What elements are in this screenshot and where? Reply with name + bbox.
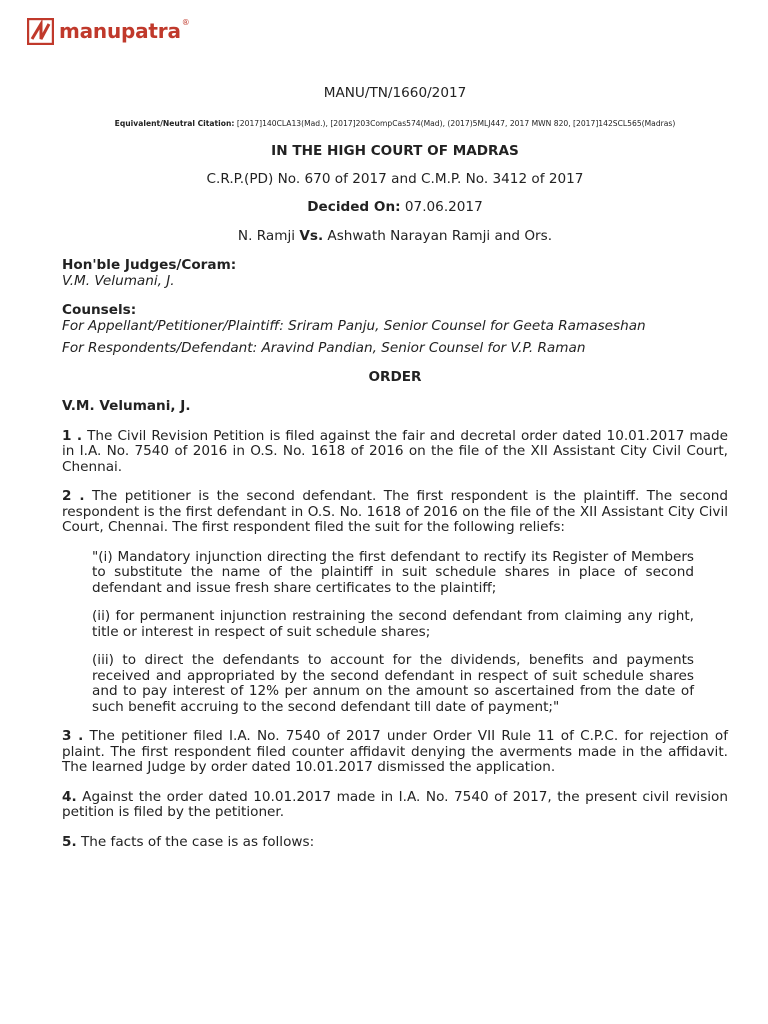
paragraph-number: 2 . (62, 488, 85, 504)
logo-text: manupatra (59, 19, 181, 43)
paragraph-1 (62, 429, 728, 476)
relief-quote-3: (iii) to direct the defendants to account for the dividends, benefits and payments received and appropriated by the second defendant in respect of suit schedule shares and to pay interest of 12% per annum on the amount so ascertained from the date of such benefit accruing to the second defendant till date of payment;" (92, 652, 694, 715)
paragraph-text: The petitioner is the second defendant. The first respondent is the plaintiff. The second respondent is the first defendant in O.S. No. 1618 of 2016 on the file of the XII Assistant City Civil Court, Chennai. The first respondent filed the suit for the following reliefs: (62, 488, 729, 535)
relief-quote-2: (ii) for permanent injunction restraining the second defendant from claiming any right, title or interest in respect of suit schedule shares; (92, 608, 694, 640)
paragraph-text: The facts of the case is as follows: (76, 833, 315, 850)
manu-citation-id: MANU/TN/1660/2017 (323, 85, 467, 101)
relief-quote-1: "(i) Mandatory injunction directing the first defendant to rectify its Register of Members to substitute the name of the plaintiff in suit schedule shares in place of second defendant and issue fresh share certificates to the plaintiff; (92, 548, 694, 596)
counsel-appellant: For Appellant/Petitioner/Plaintiff: Sriram Panju, Senior Counsel for Geeta Ramaseshan (62, 317, 646, 334)
versus-label: Vs. (299, 227, 324, 244)
order-heading: ORDER (368, 368, 422, 385)
court-name: IN THE HIGH COURT OF MADRAS (271, 143, 519, 159)
coram-value: V.M. Velumani, J. (62, 272, 175, 289)
equivalent-citation (62, 116, 728, 132)
paragraph-5 (62, 835, 728, 851)
manupatra-logo-icon (27, 18, 54, 45)
decided-label: Decided On: (307, 199, 401, 215)
party-respondent: Ashwath Narayan Ramji and Ors. (323, 227, 553, 244)
counsels-label: Counsels: (62, 302, 137, 318)
paragraph-4 (62, 790, 728, 821)
paragraph-text: The Civil Revision Petition is filed against the fair and decretal order dated 10.01.2017 made in I.A. No. 7540 of 2016 in O.S. No. 1618 of 2016 on the file of the XII Assistant City Civil Court, Chennai. (62, 427, 728, 475)
document-body (62, 86, 728, 850)
citation-label: Equivalent/Neutral Citation: (114, 118, 235, 128)
order-judge: V.M. Velumani, J. (62, 398, 191, 414)
decided-date: 07.06.2017 (400, 199, 483, 215)
coram-label: Hon'ble Judges/Coram: (62, 257, 237, 273)
paragraph-number: 5. (62, 833, 77, 850)
paragraph-number: 4. (62, 788, 77, 805)
paragraph-3 (62, 729, 728, 776)
paragraph-2 (62, 489, 728, 536)
citation-value: [2017]140CLA13(Mad.), [2017]203CompCas574(Mad), (2017)5MLJ447, 2017 MWN 820, [2017]142SCL565(Madras) (234, 118, 676, 128)
manupatra-logo (27, 16, 190, 46)
paragraph-text: The petitioner filed I.A. No. 7540 of 2017 under Order VII Rule 11 of C.P.C. for rejection of plaint. The first respondent filed counter affidavit denying the averments made in the affidavit. The learned Judge by order dated 10.01.2017 dismissed the application. (62, 728, 728, 775)
logo-registered-mark: ® (181, 17, 190, 27)
coram-section (62, 258, 728, 289)
case-number: C.R.P.(PD) No. 670 of 2017 and C.M.P. No. 3412 of 2017 (206, 170, 584, 187)
parties (62, 229, 728, 245)
counsels-section (62, 303, 728, 357)
paragraph-number: 3 . (62, 728, 84, 744)
paragraph-text: Against the order dated 10.01.2017 made in I.A. No. 7540 of 2017, the present civil revision petition is filed by the petitioner. (62, 788, 728, 820)
counsel-respondent: For Respondents/Defendant: Aravind Pandian, Senior Counsel for V.P. Raman (62, 340, 586, 356)
party-petitioner: N. Ramji (237, 227, 300, 244)
decided-on (62, 200, 728, 216)
paragraph-number: 1 . (62, 427, 83, 444)
